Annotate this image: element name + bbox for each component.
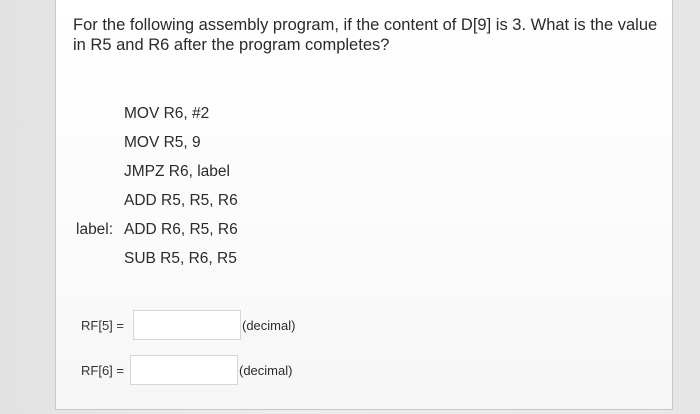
code-line-5: ADD R6, R5, R6 xyxy=(124,221,238,238)
question-card xyxy=(55,0,673,410)
code-label-label: label: xyxy=(76,221,114,238)
code-line-4: ADD R5, R5, R6 xyxy=(124,192,238,209)
rf6-input[interactable] xyxy=(130,355,238,385)
rf6-unit: (decimal) xyxy=(239,363,293,378)
code-line-1: MOV R6, #2 xyxy=(124,105,210,122)
rf5-unit: (decimal) xyxy=(242,318,296,333)
rf6-label: RF[6] = xyxy=(81,363,124,378)
answer-row-rf5 xyxy=(56,310,456,342)
question-text: For the following assembly program, if the content of D[9] is 3. What is the value in R5 and R6 after the program completes? xyxy=(73,16,658,54)
rf5-input[interactable] xyxy=(133,310,241,340)
code-line-3: JMPZ R6, label xyxy=(124,163,230,180)
code-line-6: SUB R5, R6, R5 xyxy=(124,250,237,267)
code-line-2: MOV R5, 9 xyxy=(124,134,201,151)
rf5-label: RF[5] = xyxy=(81,318,124,333)
answer-row-rf6 xyxy=(56,355,456,387)
